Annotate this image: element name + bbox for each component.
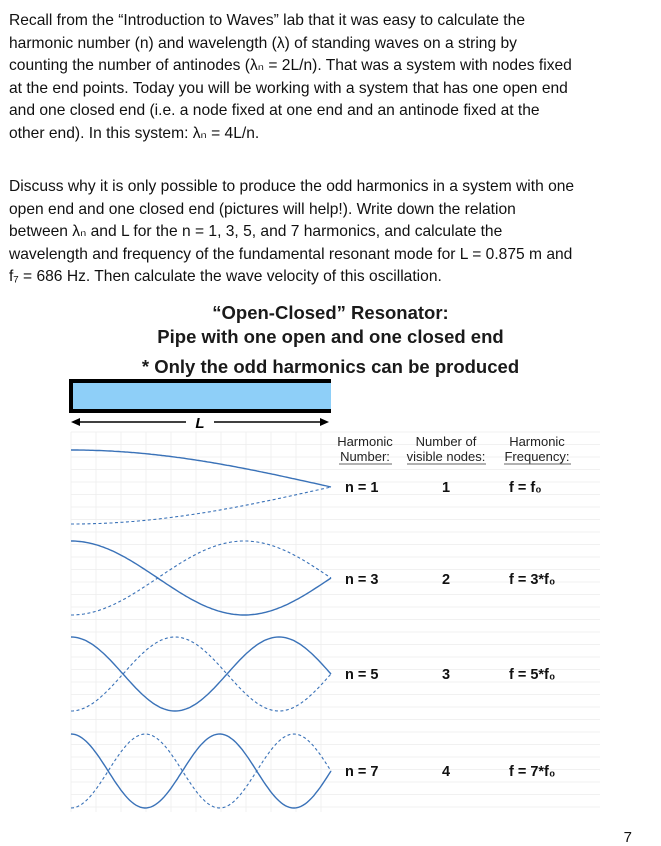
frequency-header-l1: Harmonic xyxy=(509,434,565,449)
row-nodes-n1: 1 xyxy=(441,480,451,496)
intro-paragraph xyxy=(9,10,649,146)
row-frequency-n5: f = 5*f₀ xyxy=(509,667,556,683)
row-harmonic-n3: n = 3 xyxy=(345,572,379,588)
task-paragraph xyxy=(9,176,649,289)
resonator-figure xyxy=(0,375,661,820)
nodes-header-l1: Number of xyxy=(415,434,477,449)
frequency-header-l2: Frequency: xyxy=(504,449,570,464)
pipe xyxy=(71,381,331,411)
intro-line: other end). In this system: λₙ = 4L/n. xyxy=(9,124,260,142)
figure-subtitle: * Only the odd harmonics can be produced xyxy=(141,356,520,377)
task-line: between λₙ and L for the n = 1, 3, 5, and 7 harmonics, and calculate the xyxy=(9,223,503,241)
row-harmonic-n5: n = 5 xyxy=(345,667,379,683)
wave-dashed-n1 xyxy=(71,487,331,524)
row-nodes-n3: 2 xyxy=(441,572,451,588)
length-label: L xyxy=(195,415,205,432)
intro-line: Recall from the “Introduction to Waves” lab that it was easy to calculate the xyxy=(9,12,525,29)
wave-solid-n3 xyxy=(71,541,331,615)
row-harmonic-n1: n = 1 xyxy=(345,480,379,496)
row-nodes-n5: 3 xyxy=(441,667,451,683)
wave-solid-n1 xyxy=(71,450,331,487)
row-harmonic-n7: n = 7 xyxy=(345,764,379,780)
task-line: Discuss why it is only possible to produce the odd harmonics in a system with one xyxy=(9,178,575,195)
intro-line: counting the number of antinodes (λₙ = 2L/n). That was a system with nodes fixed xyxy=(9,57,572,75)
page-number: 7 xyxy=(623,829,632,846)
task-line: wavelength and frequency of the fundamental resonant mode for L = 0.875 m and xyxy=(9,245,573,263)
row-frequency-n1: f = f₀ xyxy=(509,480,542,496)
row-nodes-n7: 4 xyxy=(441,764,451,780)
row-frequency-n7: f = 7*f₀ xyxy=(509,764,556,780)
figure-title: “Open-Closed” Resonator: xyxy=(212,302,449,323)
standing-waves xyxy=(71,450,331,808)
row-frequency-n3: f = 3*f₀ xyxy=(509,572,556,588)
harmonic-header-l1: Harmonic xyxy=(337,434,393,449)
task-line: open end and one closed end (pictures will help!). Write down the relation xyxy=(9,200,516,218)
task-line: f₇ = 686 Hz. Then calculate the wave velocity of this oscillation. xyxy=(9,268,442,286)
intro-line: harmonic number (n) and wavelength (λ) of standing waves on a string by xyxy=(9,34,517,52)
intro-line: at the end points. Today you will be working with a system that has one open end xyxy=(9,79,568,97)
intro-line: and one closed end (i.e. a node fixed at one end and an antinode fixed at the xyxy=(9,102,540,120)
harmonic-header-l2: Number: xyxy=(340,449,390,464)
figure-title-line2: Pipe with one open and one closed end xyxy=(157,326,504,347)
nodes-header-l2: visible nodes: xyxy=(406,449,486,464)
